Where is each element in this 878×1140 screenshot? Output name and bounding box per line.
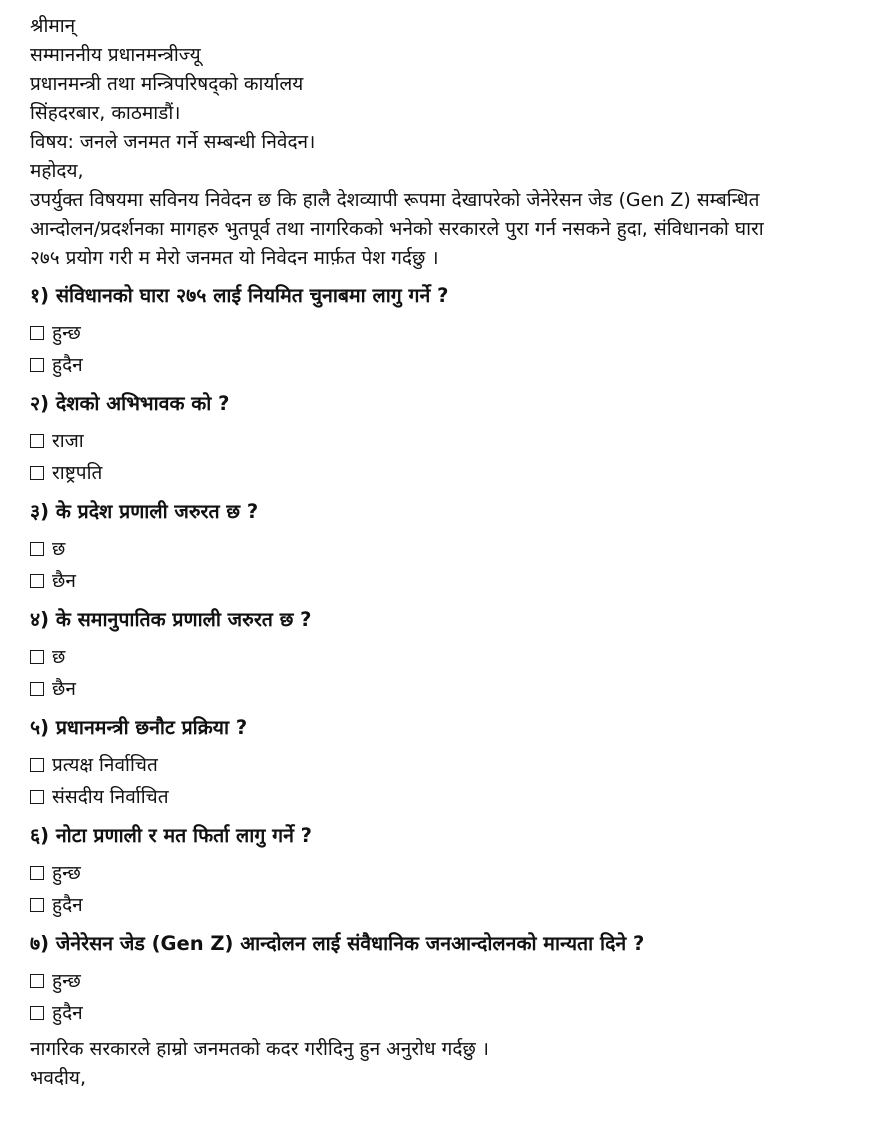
option-row[interactable]	[30, 533, 860, 565]
closing	[30, 1035, 860, 1093]
greeting: महोदय,	[30, 160, 84, 182]
option-label: हुदैन	[52, 1002, 83, 1024]
intro-line: आन्दोलन/प्रदर्शनका मागहरु भुतपूर्व तथा नागरिकको भनेको सरकारले पुरा गर्न नसकने हुदा, संविधानको घारा	[30, 218, 764, 240]
checkbox[interactable]	[30, 866, 44, 880]
option-label: राजा	[52, 430, 84, 452]
checkbox[interactable]	[30, 434, 44, 448]
option-row[interactable]	[30, 425, 860, 457]
checkbox[interactable]	[30, 326, 44, 340]
option-label: हुदैन	[52, 354, 83, 376]
checkbox[interactable]	[30, 682, 44, 696]
option-row[interactable]	[30, 457, 860, 489]
signoff: भवदीय,	[30, 1067, 86, 1089]
question-5	[30, 713, 860, 813]
question-1	[30, 281, 860, 381]
option-label: हुन्छ	[52, 970, 81, 992]
question-3	[30, 497, 860, 597]
option-label: हुन्छ	[52, 862, 81, 884]
checkbox[interactable]	[30, 466, 44, 480]
checkbox[interactable]	[30, 358, 44, 372]
option-row[interactable]	[30, 965, 860, 997]
checkbox[interactable]	[30, 650, 44, 664]
petition-document	[30, 12, 860, 1093]
option-row[interactable]	[30, 641, 860, 673]
intro-paragraph	[30, 186, 860, 273]
option-label: प्रत्यक्ष निर्वाचित	[52, 754, 158, 776]
salutation: श्रीमान्	[30, 15, 76, 37]
question-title: १) संविधानको घारा २७५ लाई नियमित चुनाबमा लागु गर्ने ?	[30, 284, 449, 307]
closing-request: नागरिक सरकारले हाम्रो जनमतको कदर गरीदिनु हुन अनुरोध गर्दछु ।	[30, 1038, 490, 1060]
question-title: ७) जेनेरेसन जेड (Gen Z) आन्दोलन लाई संवैधानिक जनआन्दोलनको मान्यता दिने ?	[30, 932, 645, 955]
question-title: ५) प्रधानमन्त्री छनौट प्रक्रिया ?	[30, 716, 248, 739]
option-label: छैन	[52, 570, 76, 592]
option-row[interactable]	[30, 781, 860, 813]
option-label: छ	[52, 538, 66, 560]
question-title: ४) के समानुपातिक प्रणाली जरुरत छ ?	[30, 608, 312, 631]
checkbox[interactable]	[30, 542, 44, 556]
option-label: हुन्छ	[52, 322, 81, 344]
addressee: सम्माननीय प्रधानमन्त्रीज्यू	[30, 44, 201, 66]
option-row[interactable]	[30, 749, 860, 781]
intro-line: उपर्युक्त विषयमा सविनय निवेदन छ कि हालै देशव्यापी रूपमा देखापरेको जेनेरेसन जेड (Gen Z) सम्बन्धित	[30, 189, 760, 211]
option-row[interactable]	[30, 673, 860, 705]
option-label: राष्ट्रपति	[52, 462, 103, 484]
subject-line: विषय: जनले जनमत गर्ने सम्बन्धी निवेदन।	[30, 131, 316, 153]
question-title: ६) नोटा प्रणाली र मत फिर्ता लागु गर्ने ?	[30, 824, 312, 847]
checkbox[interactable]	[30, 898, 44, 912]
option-row[interactable]	[30, 889, 860, 921]
option-row[interactable]	[30, 857, 860, 889]
option-row[interactable]	[30, 349, 860, 381]
office-name: प्रधानमन्त्री तथा मन्त्रिपरिषद्को कार्यालय	[30, 73, 304, 95]
option-label: संसदीय निर्वाचित	[52, 786, 169, 808]
question-6	[30, 821, 860, 921]
intro-line: २७५ प्रयोग गरी म मेरो जनमत यो निवेदन मार्फ़त पेश गर्दछु ।	[30, 247, 439, 269]
checkbox[interactable]	[30, 574, 44, 588]
question-4	[30, 605, 860, 705]
office-location: सिंहदरबार, काठमाडौं।	[30, 102, 181, 124]
option-row[interactable]	[30, 317, 860, 349]
checkbox[interactable]	[30, 1006, 44, 1020]
checkbox[interactable]	[30, 974, 44, 988]
question-7	[30, 929, 860, 1029]
option-label: छैन	[52, 678, 76, 700]
option-label: हुदैन	[52, 894, 83, 916]
option-label: छ	[52, 646, 66, 668]
question-title: २) देशको अभिभावक को ?	[30, 392, 230, 415]
option-row[interactable]	[30, 997, 860, 1029]
question-2	[30, 389, 860, 489]
checkbox[interactable]	[30, 758, 44, 772]
option-row[interactable]	[30, 565, 860, 597]
question-title: ३) के प्रदेश प्रणाली जरुरत छ ?	[30, 500, 259, 523]
checkbox[interactable]	[30, 790, 44, 804]
